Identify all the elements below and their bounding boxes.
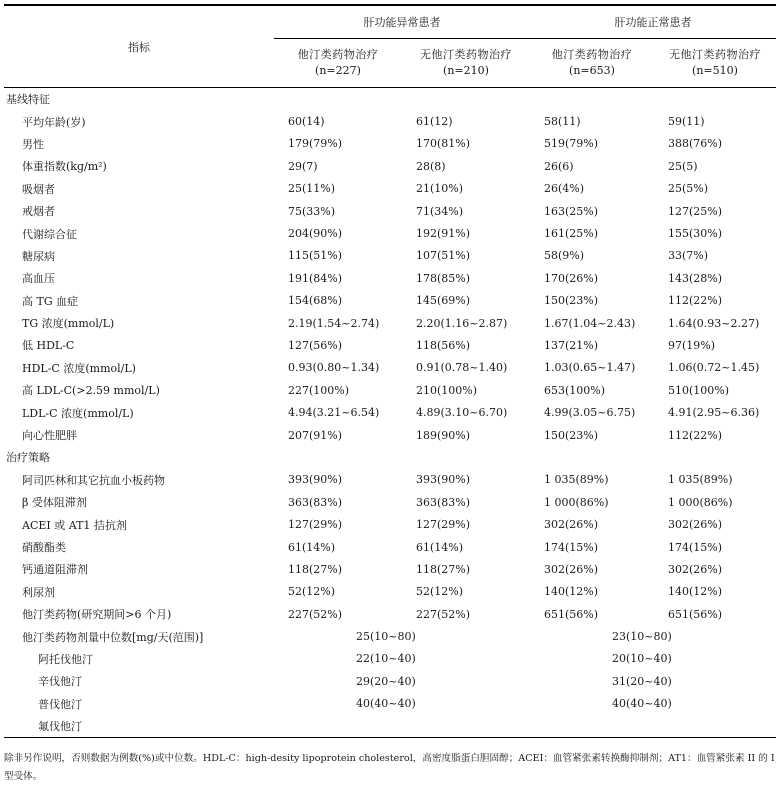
row-label: 低 HDL-C	[22, 339, 75, 353]
row-value: 170(26%)	[544, 271, 599, 285]
row-value: 2.19(1.54~2.74)	[288, 316, 380, 330]
dose-value-abnormal	[274, 715, 530, 738]
row-label: 体重指数(kg/m²)	[22, 160, 107, 174]
table-row	[4, 581, 776, 603]
row-label: TG 浓度(mmol/L)	[22, 317, 115, 331]
row-value: 191(84%)	[288, 271, 343, 285]
row-value: 21(10%)	[416, 182, 464, 196]
row-value: 1 035(89%)	[544, 473, 609, 487]
dose-label: 氟伐他汀	[4, 715, 274, 738]
table-row	[4, 558, 776, 580]
row-value: 302(26%)	[544, 518, 599, 532]
dose-label: 普伐他汀	[38, 697, 82, 711]
row-value: 107(51%)	[416, 249, 471, 263]
row-value: 61(14%)	[416, 540, 464, 554]
row-value: 26(4%)	[544, 182, 585, 196]
row-value: 112(22%)	[668, 428, 723, 442]
row-value: 519(79%)	[544, 137, 599, 151]
row-value: 4.94(3.21~6.54)	[288, 406, 380, 420]
row-value: 71(34%)	[416, 204, 464, 218]
row-value: 653(100%)	[544, 383, 606, 397]
dose-value-normal: 20(10~40)	[612, 652, 672, 666]
table-footnote: 除非另作说明，否则数据为例数(%)或中位数。HDL-C：high-desity lipoprotein cholesterol，高密度脂蛋白胆固醇；ACEI：血管紧张素转换酶抑制剂；AT1：血管紧张素 II 的 I 型受体。	[4, 753, 775, 782]
row-label: ACEI 或 AT1 拮抗剂	[22, 518, 127, 532]
row-value: 52(12%)	[288, 585, 336, 599]
row-value: 28(8)	[416, 159, 446, 173]
row-value: 393(90%)	[416, 473, 471, 487]
col-header-norm-statin: 他汀类药物治疗	[551, 48, 633, 61]
row-value: 127(25%)	[668, 204, 723, 218]
table-body	[4, 88, 776, 738]
table-row	[4, 513, 776, 535]
row-label: 高 TG 血症	[22, 294, 79, 308]
row-value: 4.99(3.05~6.75)	[544, 406, 636, 420]
table-row	[4, 178, 776, 200]
row-value: 115(51%)	[288, 249, 343, 263]
row-label: 钙通道阻滞剂	[22, 563, 88, 577]
table-row	[4, 200, 776, 222]
row-value: 127(29%)	[416, 518, 471, 532]
section-heading: 治疗策略	[6, 451, 50, 465]
row-value: 25(5%)	[668, 182, 709, 196]
dose-value-abnormal: 40(40~40)	[356, 697, 416, 711]
row-value: 170(81%)	[416, 137, 471, 151]
row-value: 118(27%)	[416, 562, 471, 576]
row-value: 363(83%)	[288, 495, 343, 509]
table-row	[4, 245, 776, 267]
row-value: 61(12)	[416, 115, 453, 129]
row-value: 61(14%)	[288, 540, 336, 554]
section-heading: 基线特征	[6, 93, 50, 107]
row-value: 302(26%)	[544, 562, 599, 576]
row-value: 97(19%)	[668, 338, 716, 352]
dose-value-normal: 23(10~80)	[612, 630, 672, 644]
row-value: 179(79%)	[288, 137, 343, 151]
dose-value-abnormal: 22(10~40)	[356, 652, 416, 666]
indicator-header: 指标	[4, 5, 274, 88]
row-label: LDL-C 浓度(mmol/L)	[22, 406, 134, 420]
row-value: 145(69%)	[416, 294, 471, 308]
row-value: 112(22%)	[668, 294, 723, 308]
row-value: 150(23%)	[544, 428, 599, 442]
row-value: 118(27%)	[288, 562, 343, 576]
table-row	[4, 491, 776, 513]
row-value: 59(11)	[668, 115, 705, 129]
n-norm-statin: (n=653)	[530, 63, 654, 88]
row-value: 33(7%)	[668, 249, 709, 263]
table-row	[4, 312, 776, 334]
table-row	[4, 290, 776, 312]
row-value: 161(25%)	[544, 227, 599, 241]
row-value: 227(52%)	[288, 607, 343, 621]
row-value: 1.03(0.65~1.47)	[544, 361, 636, 375]
row-label: 戒烟者	[22, 205, 55, 219]
row-value: 1.06(0.72~1.45)	[668, 361, 760, 375]
row-value: 140(12%)	[544, 585, 599, 599]
group-header-normal: 肝功能正常患者	[530, 5, 776, 39]
row-value: 25(5)	[668, 159, 698, 173]
row-value: 58(11)	[544, 115, 581, 129]
row-value: 204(90%)	[288, 227, 343, 241]
row-value: 1.64(0.93~2.27)	[668, 316, 760, 330]
row-label: 高血压	[22, 272, 55, 286]
row-value: 1 000(86%)	[668, 495, 733, 509]
row-value: 75(33%)	[288, 204, 336, 218]
n-norm-nostatin: (n=510)	[654, 63, 776, 88]
table-row	[4, 133, 776, 155]
row-value: 189(90%)	[416, 428, 471, 442]
row-label: 高 LDL-C(>2.59 mmol/L)	[22, 384, 160, 398]
row-label: 平均年龄(岁)	[22, 115, 86, 129]
row-value: 155(30%)	[668, 227, 723, 241]
col-header-norm-nostatin: 无他汀类药物治疗	[669, 48, 761, 61]
dose-label: 他汀类药物剂量中位数[mg/天(范围)]	[22, 630, 204, 644]
row-value: 137(21%)	[544, 338, 599, 352]
row-value: 127(29%)	[288, 518, 343, 532]
row-value: 174(15%)	[544, 540, 599, 554]
row-value: 393(90%)	[288, 473, 343, 487]
row-label: 利尿剂	[22, 585, 55, 599]
section-treatment	[4, 446, 776, 468]
col-header-abn-nostatin: 无他汀类药物治疗	[420, 48, 512, 61]
n-abn-nostatin: (n=210)	[402, 63, 530, 88]
row-value: 52(12%)	[416, 585, 464, 599]
row-value: 0.91(0.78~1.40)	[416, 361, 508, 375]
table-row	[4, 155, 776, 177]
data-table	[4, 4, 776, 738]
col-header-abn-statin: 他汀类药物治疗	[297, 48, 379, 61]
table-row	[4, 110, 776, 132]
row-value: 2.20(1.16~2.87)	[416, 316, 508, 330]
table-row	[4, 469, 776, 491]
row-value: 60(14)	[288, 115, 325, 129]
row-label: 代谢综合征	[22, 227, 77, 241]
row-value: 118(56%)	[416, 338, 471, 352]
dose-row	[4, 715, 776, 738]
row-label: 硝酸酯类	[22, 541, 66, 554]
row-value: 143(28%)	[668, 271, 723, 285]
row-label: 阿司匹林和其它抗血小板药物	[22, 473, 165, 487]
table-row	[4, 334, 776, 356]
table-row	[4, 536, 776, 558]
row-value: 210(100%)	[416, 383, 478, 397]
row-value: 4.91(2.95~6.36)	[668, 406, 760, 420]
row-value: 58(9%)	[544, 249, 585, 263]
row-value: 651(56%)	[544, 607, 599, 621]
table-row	[4, 424, 776, 446]
row-value: 0.93(0.80~1.34)	[288, 361, 380, 375]
row-value: 363(83%)	[416, 495, 471, 509]
row-value: 127(56%)	[288, 338, 343, 352]
row-label: 糖尿病	[22, 249, 55, 263]
table-row	[4, 401, 776, 423]
row-label: HDL-C 浓度(mmol/L)	[22, 361, 136, 375]
row-value: 1.67(1.04~2.43)	[544, 316, 636, 330]
row-value: 227(52%)	[416, 607, 471, 621]
dose-value-normal	[530, 715, 776, 738]
dose-label: 阿托伐他汀	[38, 652, 93, 666]
row-value: 651(56%)	[668, 607, 723, 621]
row-value: 227(100%)	[288, 383, 350, 397]
row-value: 163(25%)	[544, 204, 599, 218]
row-value: 510(100%)	[668, 383, 730, 397]
row-value: 154(68%)	[288, 294, 343, 308]
row-value: 207(91%)	[288, 428, 343, 442]
row-label: 男性	[22, 137, 44, 151]
row-label: β 受体阻滞剂	[22, 496, 87, 510]
table-row	[4, 603, 776, 625]
row-value: 150(23%)	[544, 294, 599, 308]
table-row	[4, 222, 776, 244]
row-value: 388(76%)	[668, 137, 723, 151]
row-label: 向心性肥胖	[22, 429, 77, 443]
group-header-abnormal: 肝功能异常患者	[274, 5, 530, 39]
table-row	[4, 379, 776, 401]
section-baseline	[4, 88, 776, 111]
row-value: 302(26%)	[668, 562, 723, 576]
row-value: 178(85%)	[416, 271, 471, 285]
row-label: 吸烟者	[22, 182, 55, 196]
n-abn-statin: (n=227)	[274, 63, 402, 88]
dose-label: 辛伐他汀	[38, 675, 82, 689]
dose-row	[4, 648, 776, 670]
dose-row	[4, 625, 776, 647]
row-value: 1 035(89%)	[668, 473, 733, 487]
dose-value-abnormal: 29(20~40)	[356, 674, 416, 688]
row-value: 302(26%)	[668, 518, 723, 532]
dose-value-normal: 31(20~40)	[612, 674, 672, 688]
row-value: 29(7)	[288, 159, 318, 173]
table-row	[4, 267, 776, 289]
row-value: 25(11%)	[288, 182, 336, 196]
dose-row	[4, 693, 776, 715]
row-value: 1 000(86%)	[544, 495, 609, 509]
dose-value-normal: 40(40~40)	[612, 697, 672, 711]
table-row	[4, 357, 776, 379]
row-value: 174(15%)	[668, 540, 723, 554]
row-value: 26(6)	[544, 159, 574, 173]
dose-row	[4, 670, 776, 692]
row-label: 他汀类药物(研究期间>6 个月)	[22, 608, 172, 622]
row-value: 192(91%)	[416, 227, 471, 241]
row-value: 140(12%)	[668, 585, 723, 599]
row-value: 4.89(3.10~6.70)	[416, 406, 508, 420]
dose-value-abnormal: 25(10~80)	[356, 630, 416, 644]
